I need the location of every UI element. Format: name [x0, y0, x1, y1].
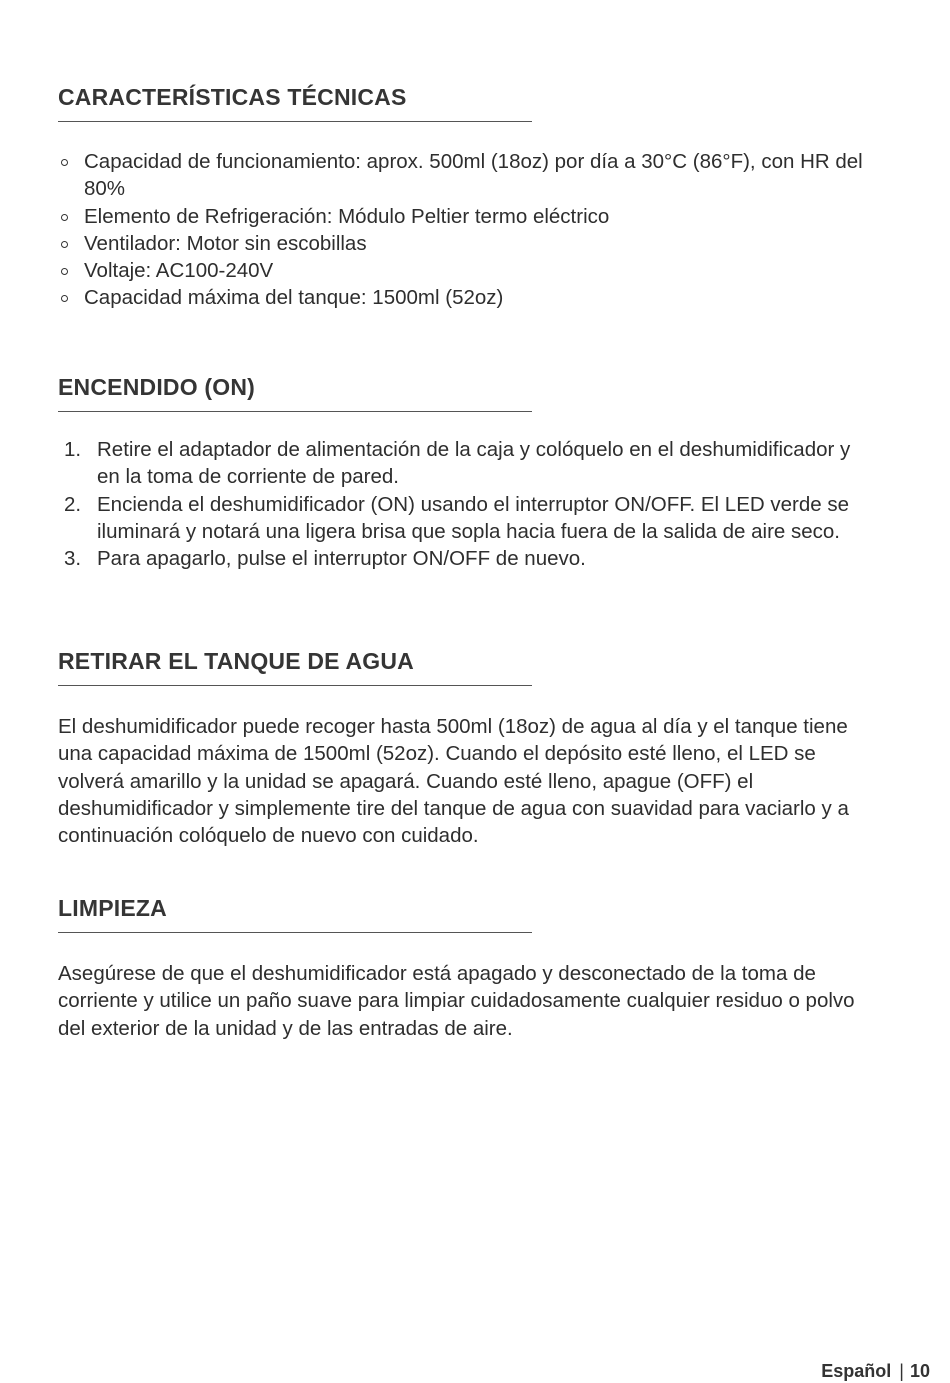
footer-separator: | [899, 1361, 904, 1381]
page-number: 10 [909, 1361, 930, 1381]
section-heading: CARACTERÍSTICAS TÉCNICAS [58, 84, 532, 122]
list-item: Elemento de Refrigeración: Módulo Peltier termo eléctrico [58, 203, 878, 230]
bullet-circle-icon [61, 295, 68, 302]
section-heading: RETIRAR EL TANQUE DE AGUA [58, 648, 532, 686]
list-item: 1. Retire el adaptador de alimentación de la caja y colóquelo en el deshumidificador y en la toma de corriente de pared. [64, 438, 851, 489]
list-item: Voltaje: AC100-240V [58, 257, 878, 284]
bullet-circle-icon [61, 214, 68, 221]
section-paragraph: Asegúrese de que el deshumidificador está apagado y desconectado de la toma de corriente y utilice un paño suave para limpiar cuidadosamente cualquier residuo o polvo del exterior de la unidad y de las entradas de aire. [58, 962, 855, 1040]
section-technical-specs [58, 84, 878, 312]
footer-language: Español [821, 1361, 892, 1381]
section-power-on [58, 374, 878, 572]
bullet-circle-icon [61, 241, 68, 248]
list-item: Capacidad de funcionamiento: aprox. 500ml (18oz) por día a 30°C (86°F), con HR del 80% [58, 148, 878, 203]
section-heading: ENCENDIDO (ON) [58, 374, 532, 412]
specs-list [58, 148, 878, 312]
section-heading: LIMPIEZA [58, 895, 532, 933]
section-paragraph: El deshumidificador puede recoger hasta 500ml (18oz) de agua al día y el tanque tiene una capacidad máxima de 1500ml (52oz). Cuando el depósito esté lleno, el LED se volverá amarillo y la unidad se apagará. Cuando esté lleno, apague (OFF) el deshumidificador y simplemente tire del tanque de agua con suavidad para vaciarlo y a continuación colóquelo de nuevo con cuidado. [58, 715, 849, 848]
section-remove-tank [58, 648, 878, 849]
bullet-circle-icon [61, 268, 68, 275]
list-item: 3. Para apagarlo, pulse el interruptor ON/OFF de nuevo. [64, 547, 586, 571]
section-cleaning [58, 895, 878, 1042]
page-footer [821, 1361, 930, 1382]
steps-list [58, 436, 878, 572]
bullet-circle-icon [61, 159, 68, 166]
list-item: Ventilador: Motor sin escobillas [58, 230, 878, 257]
list-item: Capacidad máxima del tanque: 1500ml (52oz) [58, 284, 878, 311]
list-item: 2. Encienda el deshumidificador (ON) usando el interruptor ON/OFF. El LED verde se iluminará y notará una ligera brisa que sopla hacia fuera de la salida de aire seco. [64, 492, 850, 543]
